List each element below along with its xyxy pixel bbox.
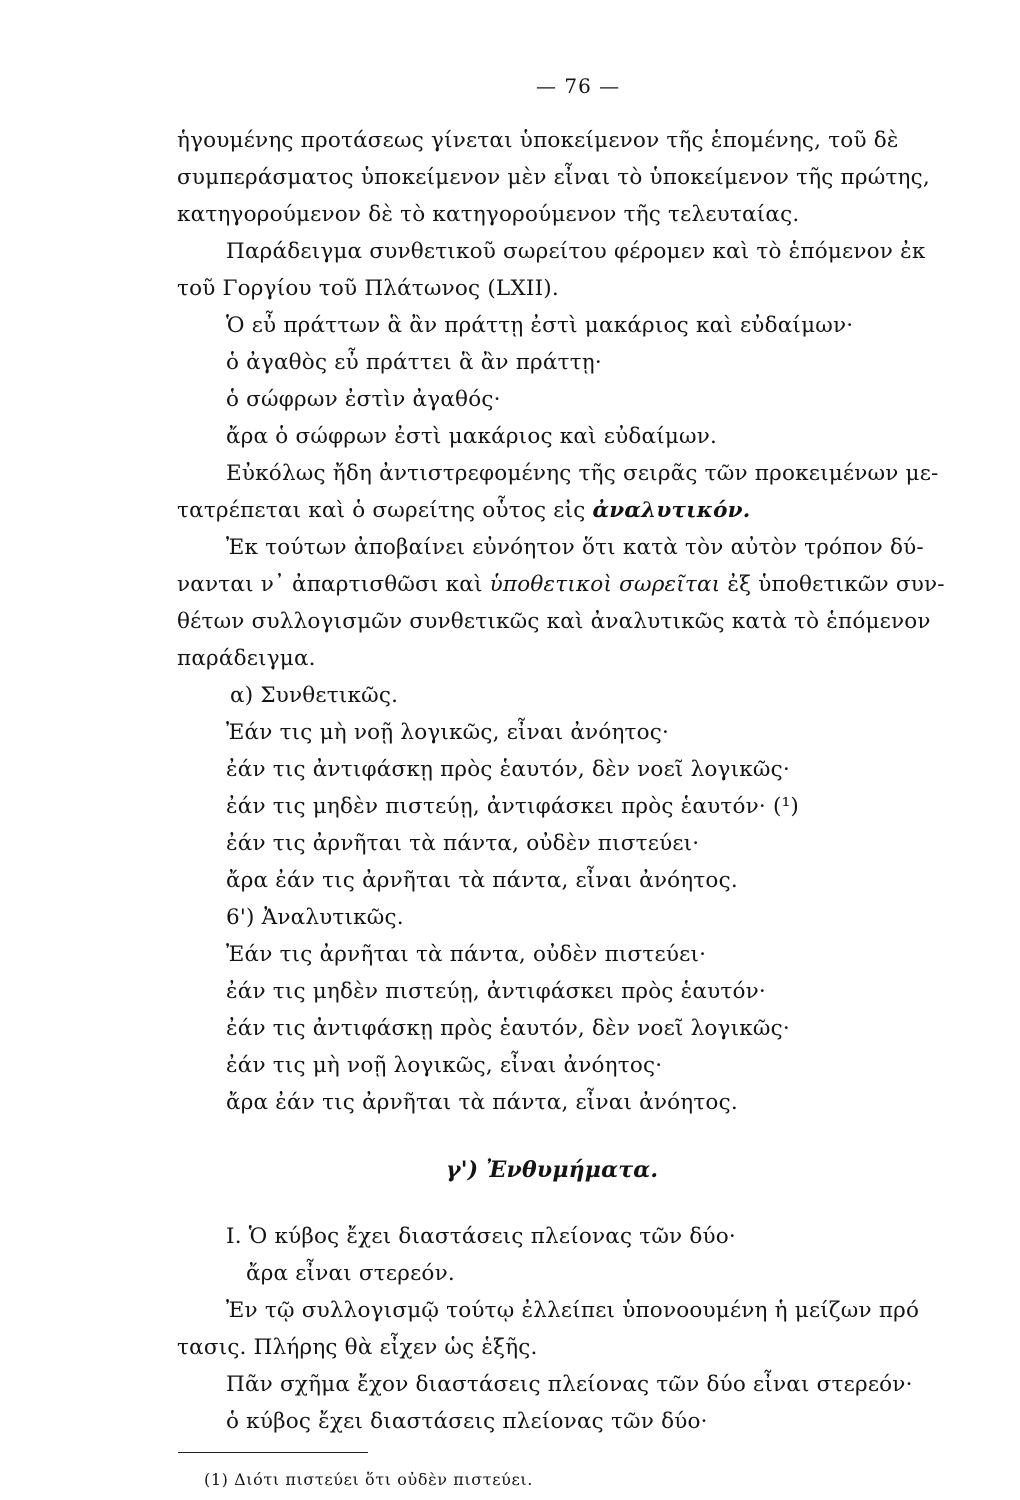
text-line: τοῦ Γοργίου τοῦ Πλάτωνος (LXII). <box>177 276 559 301</box>
text-line: Ι. Ὁ κύβος ἔχει διαστάσεις πλείονας τῶν δύο· <box>226 1224 736 1249</box>
text-line: ἡγουμένης προτάσεως γίνεται ὑποκείμενον τῆς ἑπομένης, τοῦ δὲ <box>177 128 899 153</box>
text-line: Ὁ εὖ πράττων ἃ ἂν πράττῃ ἐστὶ μακάριος καὶ εὐδαίμων· <box>226 313 854 338</box>
footnote: (1) Διότι πιστεύει ὅτι οὐδὲν πιστεύει. <box>204 1470 533 1489</box>
text-segment: ἐξ ὑποθετικῶν συν- <box>727 572 945 597</box>
text-line: Ἐν τῷ συλλογισμῷ τούτῳ ἐλλείπει ὑπονοουμένη ἡ μείζων πρό <box>226 1298 920 1323</box>
text-line: ἐάν τις ἀντιφάσκῃ πρὸς ἑαυτόν, δὲν νοεῖ λογικῶς· <box>226 1016 790 1041</box>
footnote-rule <box>178 1452 368 1453</box>
text-line: ἐάν τις ἀρνῆται τὰ πάντα, οὐδὲν πιστεύει· <box>226 831 700 856</box>
text-line: ἐάν τις ἀντιφάσκῃ πρὸς ἑαυτόν, δὲν νοεῖ λογικῶς· <box>226 757 790 782</box>
text-line: Ἐάν τις ἀρνῆται τὰ πάντα, οὐδὲν πιστεύει· <box>226 942 707 967</box>
text-segment: νανται ν᾿ ἀπαρτισθῶσι καὶ <box>177 572 483 597</box>
text-line: ἄρα ὁ σώφρων ἐστὶ μακάριος καὶ εὐδαίμων. <box>226 424 718 449</box>
text-line: Παράδειγμα συνθετικοῦ σωρείτου φέρομεν καὶ τὸ ἑπόμενον ἐκ <box>226 239 926 264</box>
text-line: α) Συνθετικῶς. <box>230 683 399 708</box>
section-heading: γ') Ἐνθυμήματα. <box>446 1157 659 1183</box>
text-line: ἄρα εἶναι στερεόν. <box>246 1261 455 1286</box>
text-line: ὁ ἀγαθὸς εὖ πράττει ἃ ἂν πράττῃ· <box>226 350 602 375</box>
text-line: ἐάν τις μηδὲν πιστεύῃ, ἀντιφάσκει πρὸς ἑαυτόν· <box>226 979 766 1004</box>
text-line: ἄρα ἐάν τις ἀρνῆται τὰ πάντα, εἶναι ἀνόητος. <box>226 1090 738 1115</box>
text-line: Εὐκόλως ἤδη ἀντιστρεφομένης τῆς σειρᾶς τῶν προκειμένων με- <box>226 461 939 486</box>
text-line: παράδειγμα. <box>177 646 316 671</box>
italic-term: ἀναλυτικόν. <box>592 498 751 523</box>
text-line: ὁ κύβος ἔχει διαστάσεις πλείονας τῶν δύο· <box>226 1409 708 1434</box>
text-line: ἐάν τις μὴ νοῇ λογικῶς, εἶναι ἀνόητος· <box>226 1053 663 1078</box>
text-line: ἄρα ἐάν τις ἀρνῆται τὰ πάντα, εἶναι ἀνόητος. <box>226 868 738 893</box>
text-line <box>177 571 945 599</box>
text-line: τασις. Πλήρης θὰ εἶχεν ὡς ἑξῆς. <box>177 1335 538 1360</box>
text-line: θέτων συλλογισμῶν συνθετικῶς καὶ ἀναλυτικῶς κατὰ τὸ ἑπόμενον <box>177 609 931 634</box>
text-line: κατηγορούμενον δὲ τὸ κατηγορούμενον τῆς τελευταίας. <box>177 202 800 227</box>
text-line: ἐάν τις μηδὲν πιστεύῃ, ἀντιφάσκει πρὸς ἑαυτόν· (¹) <box>226 794 799 819</box>
text-line <box>177 497 750 525</box>
text-line: συμπεράσματος ὑποκείμενον μὲν εἶναι τὸ ὑποκείμενον τῆς πρώτης, <box>177 165 930 190</box>
text-line: Ἐκ τούτων ἀποβαίνει εὐνόητον ὅτι κατὰ τὸν αὐτὸν τρόπον δύ- <box>226 535 924 560</box>
text-line: Ἐάν τις μὴ νοῇ λογικῶς, εἶναι ἀνόητος· <box>226 720 670 745</box>
page-number: — 76 — <box>536 74 621 98</box>
text-line: ὁ σώφρων ἐστὶν ἀγαθός· <box>226 387 501 412</box>
italic-term: ὑποθετικοὶ σωρεῖται <box>489 572 721 597</box>
text-line: 6') Ἀναλυτικῶς. <box>226 905 404 930</box>
text-segment: τατρέπεται καὶ ὁ σωρείτης οὗτος εἰς <box>177 498 586 523</box>
text-line: Πᾶν σχῆμα ἔχον διαστάσεις πλείονας τῶν δύο εἶναι στερεόν· <box>226 1372 913 1397</box>
